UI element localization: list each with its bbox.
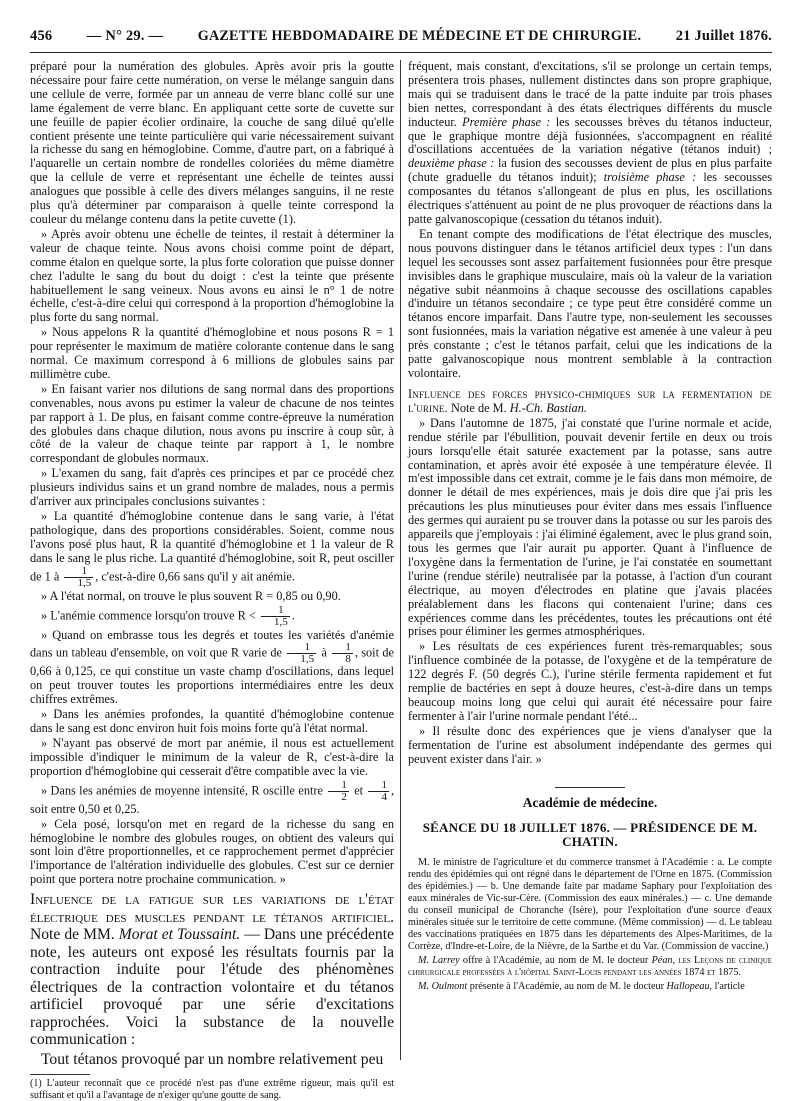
fraction-numerator: 1 <box>261 605 290 617</box>
fraction-denominator: 1,5 <box>77 576 92 589</box>
section-heading-authors: H.-Ch. Bastian. <box>509 400 587 415</box>
person-name: Hallopeau, <box>666 981 713 993</box>
section-heading-note: Note de MM. <box>30 926 115 944</box>
seance-minutes <box>408 857 772 993</box>
right-column <box>408 60 772 1060</box>
phase-label: deuxième phase : <box>408 156 495 171</box>
phase-label: troisième phase : <box>603 170 697 185</box>
text-run: l'article <box>714 981 745 993</box>
fraction <box>332 642 353 665</box>
text-run: » L'anémie commence lorsqu'on trouve R < <box>41 607 256 622</box>
paragraph: » En faisant varier nos dilutions de sang normal dans des proportions convenables, nous avons pu estimer la valeur de chacune de nos teintes par rapport à 1. De plus, en faisant comme contre-épreuve la numération des globules dans chaque dilution, nous avons pu inscrire à coup sûr, à côté de la valeur de chaque teinte par rapport à 1, le nombre correspondant de globules normaux. <box>30 381 394 466</box>
paragraph: » Nous appelons R la quantité d'hémoglobine et nous posons R = 1 pour représenter le maximum de matière colorante contenue dans le sang normal. Ce maximum correspond à 6 millions de globules sains par millimètre cube. <box>30 325 394 381</box>
fraction-denominator: 8 <box>345 653 351 666</box>
fraction-denominator: 4 <box>381 790 387 803</box>
section-heading-title: Influence des forces physico-chimiques sur la fermentation de l'urine. <box>408 386 772 415</box>
page-number: 456 <box>30 28 53 44</box>
paragraph: En tenant compte des modifications de l'état électrique des muscles, nous pouvons distinguer dans le tétanos artificiel deux types : l'un dans lequel les secousses sont assez parfaitement fusionnées pour être presque invisibles dans le graphique musculaire, mais où la valeur de la variation négative subit néanmoins à chaque secousse des oscillations capables d'induire un tétanos secondaire ; ce type peut être considéré comme un tétanos encore imparfait. Dans l'autre type, non-seulement les secousses sont fusionnées, mais la variation négative est amenée à une valeur à peu près constante ; c'est le tétanos parfait, celui que les indications de la patte galvanoscopique nous montrent semblable à la contraction volontaire. <box>408 226 772 380</box>
section-heading-text: — Dans une précédente note, les auteurs ont exposé les résultats fournis par la contraction induite pour l'étude des phénomènes électriques de la contraction volontaire et du tétanos artificiel provoqué par une série d'excitations rapprochées. Voici la substance de la nouvelle communication : <box>30 926 394 1049</box>
journal-title: GAZETTE HEBDOMADAIRE DE MÉDECINE ET DE CHIRURGIE. <box>197 28 642 44</box>
fraction <box>328 780 349 803</box>
text-run: présente à l'Académie, au nom de M. le docteur <box>469 981 664 993</box>
paragraph: » Dans les anémies profondes, la quantité d'hémoglobine contenue dans le sang est donc environ huit fois moins forte qu'à l'état normal. <box>30 707 394 736</box>
paragraph <box>30 605 394 628</box>
left-column <box>30 59 395 1101</box>
text-run: » Dans les anémies de moyenne intensité, R oscille entre <box>41 783 323 798</box>
text-run: , soit de 0,66 à 0,125, ce qui constitue un vaste champ d'oscillations, dans lequel on peut trouver toutes les proportions intermédiaires entre les deux chiffres extrêmes. <box>30 645 394 707</box>
fraction-denominator: 1,5 <box>300 653 315 666</box>
paragraph: » Cela posé, lorsqu'on met en regard de la richesse du sang en hémoglobine le nombre des globules rouges, on obtient des valeurs qui sont loin d'être proportionnelles, et ce rapprochement permet d'apprécier l'importance de l'altération individuelle des globules. C'est sur ce dernier point que portera notre prochaine communication. » <box>30 816 394 887</box>
text-run: les secousses composantes du tétanos s'allongeant de plus en plus, les oscillations électriques s'atténuent au point de ne plus provoquer de réactions dans la patte galvanoscopique (cessation du tétanos induit). <box>408 170 773 226</box>
paragraph <box>408 981 772 993</box>
person-name: M. Larrey <box>418 955 460 967</box>
text-run: la fusion des secousses devient de plus en plus parfaite (chute graduelle du tétanos induit); <box>408 156 773 185</box>
paragraph: » Après avoir obtenu une échelle de teintes, il restait à déterminer la valeur de chaque teinte. Nous avons choisi comme point de départ, comme étalon en quelque sorte, la plus forte coloration que puisse donner chez l'adulte le sang du bout du doigt : c'est la teinte que présente habituellement le sang veineux. Nous avons eu ainsi le n° 1 de notre échelle, c'est-à-dire celui qui correspond à la proportion d'hémoglobine la plus forte du sang normal. <box>30 226 394 325</box>
fraction <box>64 566 93 589</box>
section-heading-title: Influence de la fatigue sur les variations de l'état électrique des muscles pendant le tétanos artificiel. <box>30 891 394 926</box>
text-run: . <box>291 607 295 622</box>
fraction-numerator: 1 <box>328 780 349 792</box>
paragraph <box>30 629 394 708</box>
text-run: les Leçons de clinique chirurgicale professées à l'hôpital Saint-Louis pendant les années 1874 et 1875. <box>408 955 773 979</box>
paragraph: » Il résulte donc des expériences que je viens d'analyser que la fermentation de l'urine est absolument indépendante des germes qui peuvent exister dans l'air. » <box>408 723 772 766</box>
person-name: Péan, <box>651 955 676 967</box>
page-header <box>30 28 772 50</box>
paragraph <box>30 780 394 817</box>
fraction-numerator: 1 <box>64 566 93 578</box>
fraction <box>287 642 316 665</box>
fraction-denominator: 2 <box>341 790 347 803</box>
text-run: fréquent, mais constant, d'excitations, s'il se prolonge un certain temps, présentera trois phases, nullement distinctes dans son propre graphique, mais qui se traduisent dans le tracé de la patte induite par trois phases bien nettes, correspondant à des états électriques différents du muscle inducteur. <box>408 59 772 129</box>
paragraph <box>408 955 772 979</box>
text-run: , soit entre 0,50 et 0,25. <box>30 783 395 816</box>
text-run: » La quantité d'hémoglobine contenue dans le sang varie, à l'état pathologique, dans des proportions considérables. Soient, comme nous l'avons posé plus haut, R la quantité d'hémoglobine et 1 la valeur de R dans le sang le plus riche. La quantité d'hémoglobine, soit R, peut osciller de 1 à <box>30 509 394 583</box>
text-run: » Quand on embrasse tous les degrés et toutes les variétés d'anémie dans un tableau d'ensemble, on voit que R varie de <box>30 627 394 660</box>
seance-heading: SÉANCE DU 18 JUILLET 1876. — PRÉSIDENCE DE M. CHATIN. <box>422 820 758 850</box>
fraction <box>261 605 290 628</box>
section-divider <box>555 787 625 788</box>
text-run: les secousses brèves du tétanos inducteur, que le graphique montre déjà fusionnées, s'accompagnent en réalité d'oscillations accentuées de la variation négative (tétanos induit) ; <box>408 114 772 157</box>
paragraph: » Dans l'automne de 1875, j'ai constaté que l'urine normale et acide, rendue stérile par l'ébullition, pouvait devenir fertile en deux ou trois jours lorsqu'elle était saturée exactement par la potasse, sans autre contamination, et après avoir été exposée à une température élevée. Il m'est impossible dans cet extrait, comme je le fais dans mon mémoire, de donner le détail de mes expériences, mais je dois dire que j'ai pris les précautions les plus minutieuses pour éviter dans mes essais l'influence des germes qui auraient pu se trouver dans la potasse ou sur les parois des appareils que j'employais : j'ai éliminé également, avec le plus grand soin, tous les germes que l'air aurait pu apporter. Quant à l'influence de l'oxygène dans la fermentation de l'urine, je l'ai constatée en soumettant l'urine (rendue stérile) neutralisée par la potasse, à l'action d'un courant électrique, au moyen d'électrodes en platine que j'avais placées préalablement dans les flacons qui contenaient l'urine; dans ces expériences comme dans les précédentes, toutes les précautions ont été prises pour éliminer les germes atmosphériques. <box>408 415 773 639</box>
paragraph: M. le ministre de l'agriculture et du commerce transmet à l'Académie : a. Le compte rendu des épidémies qui ont régné dans le département de l'Orne en 1875. (Commission des épidémies.) — b. Une demande faite par madame Saphary pour l'exploitation des eaux minérales de Vic-sur-Cère. (Commission des eaux minérales.) — c. Une demande du conseil municipal de Choranche (Isère), pour l'exploitation d'une source d'eaux minérales située sur le territoire de cette commune. (Même commission) — d. Le tableau des vaccinations pratiquées en 1875 dans les départements des Alpes-Maritimes, de la Corrèze, d'Indre-et-Loire, de la Nièvre, de la Sarthe et du Var. (Commission de vaccine.) <box>408 857 772 953</box>
footnote: (1) L'auteur reconnaît que ce procédé n'est pas d'une extrême rigueur, mais qu'il est suffisant et qu'il a l'avantage de n'exiger qu'une goutte de sang. <box>30 1078 394 1101</box>
fraction <box>368 780 389 803</box>
text-run: et <box>354 783 364 798</box>
paragraph: Tout tétanos provoqué par un nombre relativement peu <box>41 1050 384 1068</box>
issue-number: — N° 29. — <box>86 28 164 44</box>
text-run: à <box>321 645 327 660</box>
person-name: M. Oulmont <box>418 981 468 993</box>
academy-title: Académie de médecine. <box>522 794 658 810</box>
paragraph: » L'examen du sang, fait d'après ces principes et par ce procédé chez plusieurs individus sains et un grand nombre de malades, nous a permis d'arriver aux principales conclusions suivantes : <box>30 466 394 509</box>
fraction-numerator: 1 <box>332 642 353 654</box>
footnote-rule <box>30 1074 90 1075</box>
fraction-numerator: 1 <box>368 780 389 792</box>
column-rule <box>400 60 401 1060</box>
header-rule <box>30 52 772 53</box>
paragraph: » A l'état normal, on trouve le plus souvent R = 0,85 ou 0,90. <box>41 588 341 603</box>
fraction-denominator: 1,5 <box>273 615 288 628</box>
section-heading-morat-toussaint <box>30 891 394 1049</box>
section-heading-bastian <box>408 387 772 415</box>
text-run: offre à l'Académie, au nom de M. le docteur <box>462 955 649 967</box>
phase-label: Première phase : <box>462 114 551 129</box>
paragraph: » Les résultats de ces expériences furent très-remarquables; sous l'influence combinée de la potasse, de l'oxygène et de la température de 122 degrés F. (50 degrés C.), l'urine stérile fermenta rapidement et fut remplie de bactéries en sept à douze heures, c'est-à-dire dans un temps beaucoup moins long que celui qui aurait été nécessaire pour faire fermenter à l'air l'urine normale pendant l'été... <box>408 639 772 723</box>
section-heading-authors: Morat et Toussaint. <box>118 926 241 944</box>
fraction-numerator: 1 <box>287 642 316 654</box>
section-heading-note: Note de M. <box>450 400 507 415</box>
paragraph <box>30 510 394 589</box>
issue-date: 21 Juillet 1876. <box>675 28 772 44</box>
paragraph: préparé pour la numération des globules. Après avoir pris la goutte nécessaire pour faire cette numération, on verse le mélange sanguin dans une cellule de verre, formée par un anneau de verre blanc collé sur une lame également de verre blanc. En appliquant cette sorte de cuvette sur une feuille de papier écolier ordinaire, la couche de sang dilué qu'elle contient présente une teinte particulière qui varie nécessairement suivant la richesse du sang en hémoglobine. Comme, d'autre part, on a fabriqué à l'aquarelle un certain nombre de rondelles coloriées du même diamètre que la cellule de verre et représentant une échelle de teintes aussi analogues que possible à celle des divers mélanges sanguins, il ne reste plus qu'à déterminer par comparaison à quelle teinte correspond la couleur du mélange contenu dans la petite cuvette (1). <box>30 59 394 226</box>
paragraph <box>408 60 772 227</box>
paragraph: » N'ayant pas observé de mort par anémie, il nous est actuellement impossible d'indiquer le minimum de la valeur de R, c'est-à-dire la proportion d'hémoglobine qui cesserait d'être compatible avec la vie. <box>30 735 394 778</box>
text-run: , c'est-à-dire 0,66 sans qu'il y ait anémie. <box>95 568 295 583</box>
